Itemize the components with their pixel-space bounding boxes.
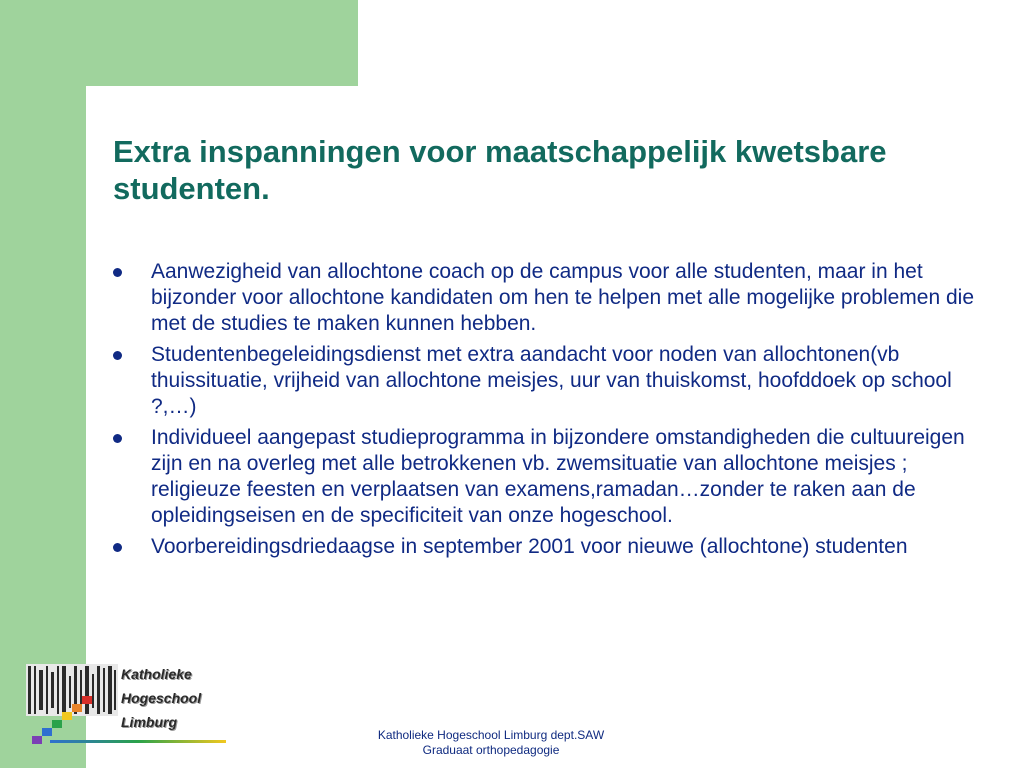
slide-title: Extra inspanningen voor maatschappelijk kwetsbare studenten. <box>113 134 887 206</box>
bullet-text: Studentenbegeleidingsdienst met extra aandacht voor noden van allochtonen(vb thuissituatie, vrijheid van allochtone meisjes, uur van thuiskomst, hoofddoek op school ?,…) <box>151 343 952 418</box>
logo-text-line-3: Limburg <box>121 714 177 730</box>
bullet-item <box>110 259 990 337</box>
bullet-item <box>110 425 990 529</box>
logo-emblem-icon <box>26 660 121 748</box>
bullet-text: Voorbereidingsdriedaagse in september 2001 voor nieuwe (allochtone) studenten <box>151 535 908 558</box>
bullet-dot-icon <box>113 434 122 443</box>
decorative-green-band-left <box>0 0 86 768</box>
bullet-dot-icon <box>113 543 122 552</box>
bullet-item <box>110 534 990 560</box>
bullet-text: Individueel aangepast studieprogramma in bijzondere omstandigheden die cultuureigen zijn en na overleg met alle betrokkenen vb. zwemsituatie van allochtone meisjes ; religieuze feesten en verplaatsen van examens,ramadan…zonder te raken aan de opleidingseisen en de specificiteit van onze hogeschool. <box>151 426 965 527</box>
logo-text-line-1: Katholieke <box>121 666 192 682</box>
bullet-text: Aanwezigheid van allochtone coach op de campus voor alle studenten, maar in het bijzonder voor allochtone kandidaten om hen te helpen met alle mogelijke problemen die met de studies te maken kunnen hebben. <box>151 260 975 335</box>
logo-color-underline <box>50 740 226 743</box>
school-logo <box>26 660 236 750</box>
bullet-dot-icon <box>113 268 122 277</box>
footer-line-1: Katholieke Hogeschool Limburg dept.SAW <box>377 728 605 742</box>
footer <box>320 728 662 758</box>
bullet-item <box>110 342 990 420</box>
logo-text-line-2: Hogeschool <box>121 690 202 706</box>
footer-line-2: Graduaat orthopedagogie <box>422 743 560 757</box>
bullet-dot-icon <box>113 351 122 360</box>
bullet-list <box>110 259 990 565</box>
